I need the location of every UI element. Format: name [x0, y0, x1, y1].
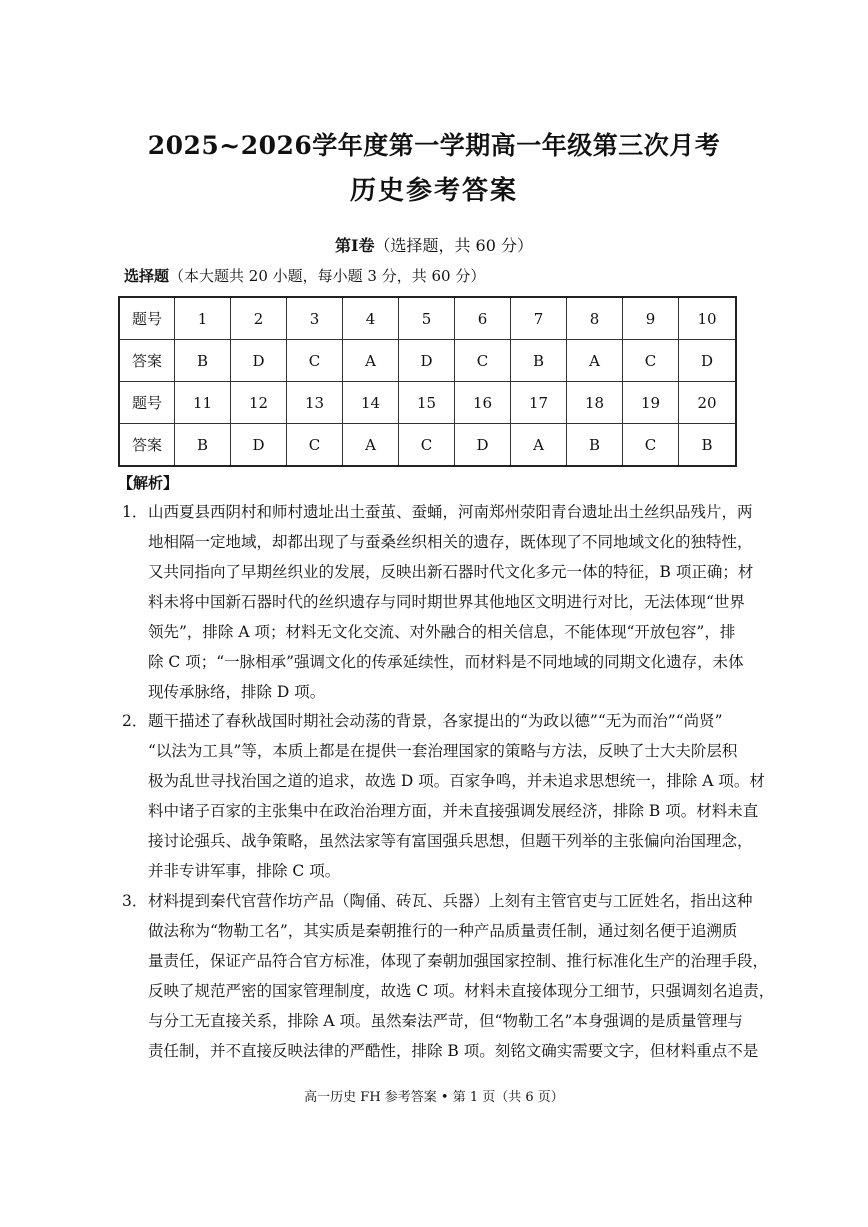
answer-cell: C: [399, 424, 455, 467]
answer-cell: D: [231, 340, 287, 382]
question-number: 17: [511, 382, 567, 424]
item-line: 料未将中国新石器时代的丝织遗存与同时期世界其他地区文明进行对比，无法体现“世界: [148, 593, 745, 611]
question-number: 10: [679, 297, 737, 340]
item-line: 与分工无直接关系，排除 A 项。虽然秦法严苛，但“物勒工名”本身强调的是质量管理与: [148, 1012, 743, 1030]
answer-cell: A: [511, 424, 567, 467]
answer-cell: B: [511, 340, 567, 382]
multiple-choice-description: [124, 265, 485, 286]
answer-cell: D: [231, 424, 287, 467]
answer-cell: A: [567, 340, 623, 382]
section-heading-bold: 第Ⅰ卷: [334, 236, 375, 255]
section-heading: [0, 233, 868, 256]
item-line: 现传承脉络，排除 D 项。: [148, 683, 326, 701]
answer-cell: D: [679, 340, 737, 382]
answer-cell: D: [455, 424, 511, 467]
item-line: 量责任，保证产品符合官方标准，体现了秦朝加强国家控制、推行标准化生产的治理手段，: [148, 952, 769, 970]
item-line: 又共同指向了早期丝织业的发展，反映出新石器时代文化多元一体的特征，B 项正确；材: [148, 563, 754, 581]
item-line: 除 C 项；“一脉相承”强调文化的传承延续性，而材料是不同地域的同期文化遗存，未体: [148, 653, 744, 671]
row-label-answer: 答案: [119, 424, 175, 467]
answer-cell: C: [287, 340, 343, 382]
row-label-answer: 答案: [119, 340, 175, 382]
question-number: 6: [455, 297, 511, 340]
item-line: 反映了规范严密的国家管理制度，故选 C 项。材料未直接体现分工细节，只强调刻名追责，: [148, 982, 775, 1000]
row-label-question: 题号: [119, 382, 175, 424]
question-number: 9: [623, 297, 679, 340]
item-line: 接讨论强兵、战争策略，虽然法家等有富国强兵思想，但题干列举的主张偏向治国理念，: [148, 832, 753, 850]
answer-cell: B: [679, 424, 737, 467]
question-number: 11: [175, 382, 231, 424]
answer-table: [118, 296, 737, 467]
answer-cell: A: [343, 340, 399, 382]
question-number: 3: [287, 297, 343, 340]
question-number: 16: [455, 382, 511, 424]
answer-cell: B: [175, 424, 231, 467]
answer-cell: B: [567, 424, 623, 467]
answer-cell: D: [399, 340, 455, 382]
question-number: 13: [287, 382, 343, 424]
item-line: 做法称为“物勒工名”，其实质是秦朝推行的一种产品质量责任制，通过刻名便于追溯质: [148, 922, 738, 940]
question-number: 14: [343, 382, 399, 424]
question-number: 12: [231, 382, 287, 424]
question-row-1: [119, 297, 736, 340]
question-row-2: [119, 382, 736, 424]
page-footer: 高一历史 FH 参考答案 • 第 1 页（共 6 页）: [304, 1090, 564, 1105]
answer-cell: C: [623, 340, 679, 382]
answer-cell: A: [343, 424, 399, 467]
item-line: 地相隔一定地域，却都出现了与蚕桑丝织相关的遗存，既体现了不同地域文化的独特性，: [148, 533, 753, 551]
item-line: 题干描述了春秋战国时期社会动荡的背景，各家提出的“为政以德”“无为而治”“尚贤”: [148, 712, 723, 730]
section-heading-rest: （选择题，共 60 分）: [374, 236, 534, 255]
item-line: 领先”，排除 A 项；材料无文化交流、对外融合的相关信息，不能体现“开放包容”，排: [148, 623, 736, 641]
item-line: “以法为工具”等，本质上都是在提供一套治理国家的策略与方法，反映了士大夫阶层积: [148, 742, 738, 760]
item-line: 并非专讲军事，排除 C 项。: [148, 862, 341, 880]
answer-row-1: [119, 340, 736, 382]
item-line: 极为乱世寻找治国之道的追求，故选 D 项。百家争鸣，并未追求思想统一，排除 A 项。材: [148, 772, 765, 790]
answer-cell: B: [175, 340, 231, 382]
answer-cell: C: [455, 340, 511, 382]
item-number: 1．: [122, 503, 148, 521]
item-number: 2．: [122, 712, 148, 730]
question-number: 2: [231, 297, 287, 340]
item-number: 3．: [122, 892, 148, 910]
analysis-heading: 【解析】: [118, 474, 179, 492]
exam-title: 2025~2026学年度第一学期高一年级第三次月考: [147, 131, 721, 160]
question-number: 20: [679, 382, 737, 424]
mc-desc-text: （本大题共 20 小题，每小题 3 分，共 60 分）: [169, 267, 486, 285]
answer-cell: C: [287, 424, 343, 467]
answer-row-2: [119, 424, 736, 467]
analysis-item-2: [122, 706, 765, 886]
item-line: 材料提到秦代官营作坊产品（陶俑、砖瓦、兵器）上刻有主管官吏与工匠姓名，指出这种: [148, 892, 753, 910]
answer-cell: C: [623, 424, 679, 467]
row-label-question: 题号: [119, 297, 175, 340]
analysis-item-1: [122, 497, 754, 707]
question-number: 4: [343, 297, 399, 340]
item-line: 山西夏县西阴村和师村遗址出土蚕茧、蚕蛹，河南郑州荥阳青台遗址出土丝织品残片，两: [148, 503, 753, 521]
question-number: 15: [399, 382, 455, 424]
question-number: 19: [623, 382, 679, 424]
item-line: 责任制，并不直接反映法律的严酷性，排除 B 项。刻铭文确实需要文字，但材料重点不是: [148, 1042, 759, 1060]
question-number: 5: [399, 297, 455, 340]
item-line: 料中诸子百家的主张集中在政治治理方面，并未直接强调发展经济，排除 B 项。材料未直: [148, 802, 759, 820]
question-number: 1: [175, 297, 231, 340]
mc-label: 选择题: [124, 267, 170, 285]
question-number: 8: [567, 297, 623, 340]
question-number: 7: [511, 297, 567, 340]
document-subtitle: 历史参考答案: [349, 176, 518, 206]
analysis-item-3: [122, 886, 775, 1066]
question-number: 18: [567, 382, 623, 424]
